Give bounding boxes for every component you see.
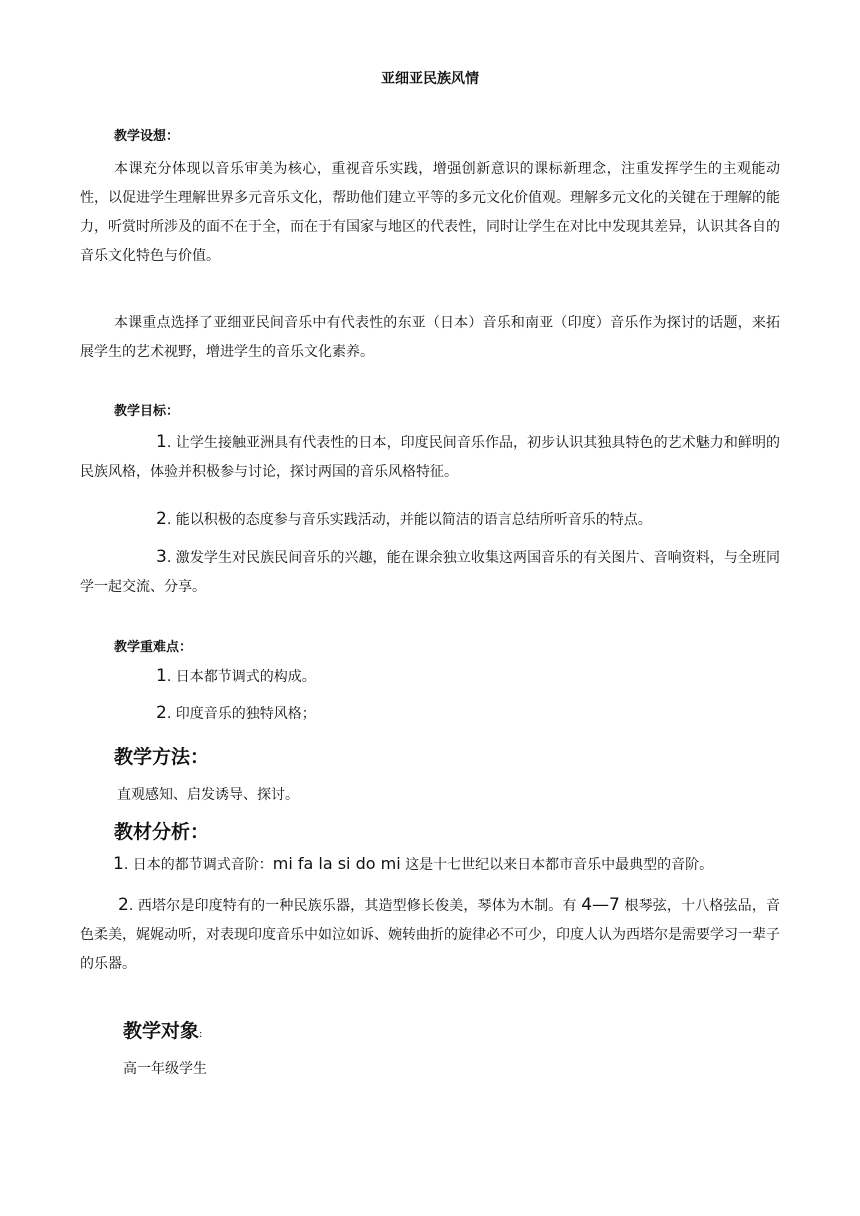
keypoint-text-2: . 印度音乐的独特风格； (166, 706, 316, 722)
keypoints-heading: 教学重难点： (114, 640, 193, 655)
page-title: 亚细亚民族风情 (381, 71, 479, 87)
keypoint-number-1: 1 (156, 666, 167, 686)
target-text: 高一年级学生 (123, 1061, 207, 1077)
goals-heading: 教学目标： (114, 404, 180, 419)
target-heading-colon: : (199, 1029, 203, 1040)
analysis-prefix-2: . 西塔尔是印度特有的一种民族乐器，其造型修长俊美，琴体为木制。有 (128, 898, 582, 914)
target-heading-text: 教学对象 (123, 1020, 200, 1042)
analysis-prefix-1: . 日本的都节调式音阶： (123, 857, 273, 873)
target-heading (123, 1016, 202, 1043)
goal-number-3: 3 (156, 547, 167, 567)
keypoint-item-2 (156, 703, 316, 723)
analysis-item-1 (113, 854, 713, 874)
analysis-item-2 (80, 891, 780, 979)
goal-item-1 (80, 428, 780, 487)
analysis-number-1: 1 (113, 854, 124, 874)
method-heading: 教学方法： (114, 746, 210, 768)
design-paragraph-2: 本课重点选择了亚细亚民间音乐中有代表性的东亚（日本）音乐和南亚（印度）音乐作为探讨的话题，来拓展学生的艺术视野，增进学生的音乐文化素养。 (80, 315, 780, 360)
string-range: 4—7 (581, 895, 620, 915)
keypoint-item-1 (156, 666, 316, 686)
method-text: 直观感知、启发诱导、探讨。 (117, 787, 299, 803)
analysis-number-2: 2 (118, 895, 129, 915)
goal-text-2: . 能以积极的态度参与音乐实践活动，并能以简洁的语言总结所听音乐的特点。 (166, 512, 652, 528)
goal-text-1: . 让学生接触亚洲具有代表性的日本，印度民间音乐作品，初步认识其独具特色的艺术魅力和鲜明的民族风格，体验并积极参与讨论，探讨两国的音乐风格特征。 (80, 435, 780, 480)
scale-notes: mi fa la si do mi (272, 854, 401, 873)
goal-number-1: 1 (156, 432, 167, 452)
design-heading: 教学设想： (114, 129, 180, 144)
goal-number-2: 2 (156, 509, 167, 529)
goal-text-3: . 激发学生对民族民间音乐的兴趣，能在课余独立收集这两国音乐的有关图片、音响资料，与全班同学一起交流、分享。 (80, 550, 780, 595)
goal-item-3 (80, 543, 780, 602)
analysis-heading: 教材分析： (114, 821, 210, 843)
analysis-rest-2: 根琴弦，十八格弦品，音色柔美，娓娓动听，对表现印度音乐中如泣如诉、婉转曲折的旋律必不可少，印度人认为西塔尔是需要学习一辈子的乐器。 (80, 898, 780, 972)
goal-item-2 (80, 505, 780, 535)
analysis-suffix-1: 这是十七世纪以来日本都市音乐中最典型的音阶。 (400, 857, 714, 873)
keypoint-text-1: . 日本都节调式的构成。 (166, 669, 316, 685)
design-paragraph-1: 本课充分体现以音乐审美为核心，重视音乐实践，增强创新意识的课标新理念，注重发挥学生的主观能动性，以促进学生理解世界多元音乐文化，帮助他们建立平等的多元文化价值观。理解多元文化的关键在于理解的能力，听赏时所涉及的面不在于全，而在于有国家与地区的代表性，同时让学生在对比中发现其差异，认识其各自的音乐文化特色与价值。 (80, 161, 780, 264)
keypoint-number-2: 2 (156, 703, 167, 723)
